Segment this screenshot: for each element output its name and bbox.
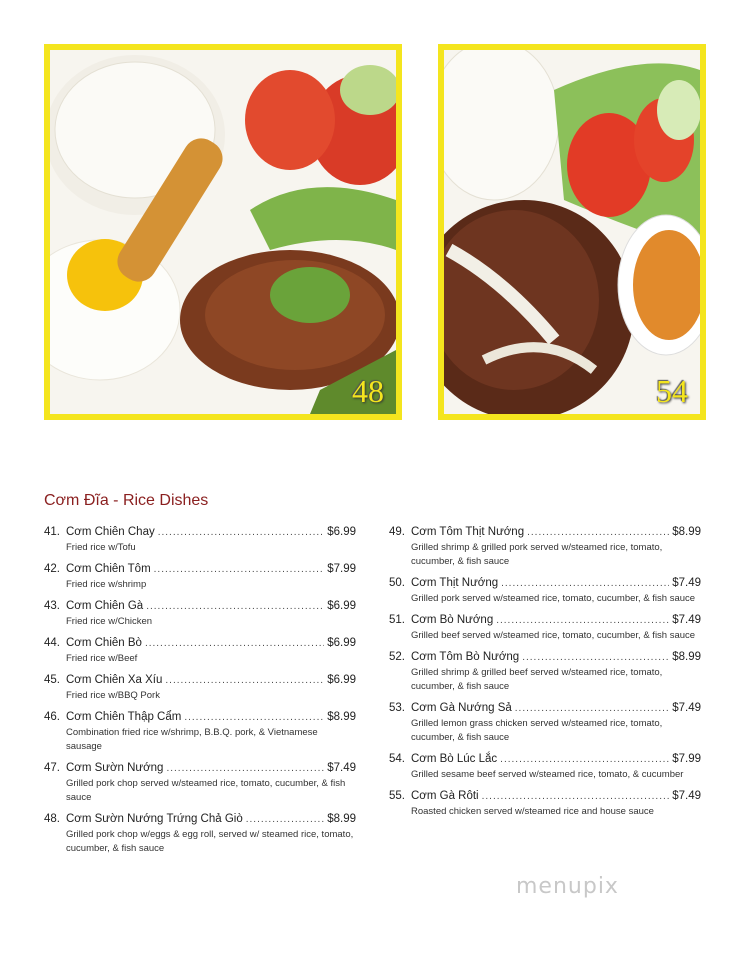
menu-item bbox=[389, 612, 701, 643]
item-description: Grilled shrimp & grilled beef served w/steamed rice, tomato, cucumber, & fish sauce bbox=[411, 667, 663, 692]
item-price: $6.99 bbox=[327, 600, 356, 612]
item-name: Cơm Bò Nướng bbox=[411, 614, 494, 626]
item-name: Cơm Chiên Chay bbox=[66, 526, 155, 538]
menu-item bbox=[44, 524, 356, 555]
item-number: 51. bbox=[389, 614, 405, 626]
item-price: $8.99 bbox=[327, 813, 356, 825]
item-name: Cơm Gà Nướng Sả bbox=[411, 702, 512, 714]
item-price: $6.99 bbox=[327, 637, 356, 649]
item-name: Cơm Sườn Nướng Trứng Chả Giò bbox=[66, 813, 243, 825]
item-description: Fried rice w/BBQ Pork bbox=[66, 690, 160, 701]
dot-leader bbox=[527, 525, 669, 541]
photo-number-54: 54 bbox=[656, 373, 688, 409]
dot-leader bbox=[166, 761, 324, 777]
dot-leader bbox=[496, 613, 669, 629]
item-name: Cơm Chiên Gà bbox=[66, 600, 144, 612]
dot-leader bbox=[501, 576, 669, 592]
item-price: $6.99 bbox=[327, 674, 356, 686]
item-number: 44. bbox=[44, 637, 60, 649]
item-description: Combination fried rice w/shrimp, B.B.Q. pork, & Vietnamese sausage bbox=[66, 727, 318, 752]
item-description: Roasted chicken served w/steamed rice and house sauce bbox=[411, 806, 654, 817]
item-number: 47. bbox=[44, 762, 60, 774]
menu-item bbox=[389, 524, 701, 569]
item-description: Grilled beef served w/steamed rice, tomato, cucumber, & fish sauce bbox=[411, 630, 696, 641]
item-price: $7.99 bbox=[327, 563, 356, 575]
menu-column-left bbox=[44, 524, 356, 862]
photo-number-48: 48 bbox=[352, 373, 384, 409]
dot-leader bbox=[146, 599, 324, 615]
menu-column-right bbox=[389, 524, 701, 825]
item-name: Cơm Chiên Bò bbox=[66, 637, 142, 649]
menu-item bbox=[389, 649, 701, 694]
dot-leader bbox=[154, 562, 325, 578]
item-description: Grilled lemon grass chicken served w/steamed rice, tomato, cucumber, & fish sauce bbox=[411, 718, 663, 743]
item-price: $8.99 bbox=[672, 651, 701, 663]
item-description: Fried rice w/Chicken bbox=[66, 616, 153, 627]
dot-leader bbox=[515, 701, 669, 717]
menu-item bbox=[389, 751, 701, 782]
dish-54-illustration bbox=[444, 50, 700, 414]
dot-leader bbox=[500, 752, 669, 768]
item-number: 54. bbox=[389, 753, 405, 765]
item-number: 46. bbox=[44, 711, 60, 723]
dot-leader bbox=[145, 636, 324, 652]
dot-leader bbox=[158, 525, 325, 541]
item-description: Grilled shrimp & grilled pork served w/steamed rice, tomato, cucumber, & fish sauce bbox=[411, 542, 663, 567]
item-number: 48. bbox=[44, 813, 60, 825]
item-name: Cơm Tôm Thịt Nướng bbox=[411, 526, 525, 538]
dot-leader bbox=[165, 673, 324, 689]
item-price: $7.49 bbox=[672, 577, 701, 589]
item-price: $7.99 bbox=[672, 753, 701, 765]
menu-item bbox=[44, 709, 356, 754]
item-name: Cơm Bò Lúc Lắc bbox=[411, 753, 498, 765]
menu-item bbox=[44, 598, 356, 629]
menu-item bbox=[44, 760, 356, 805]
item-price: $8.99 bbox=[327, 711, 356, 723]
dot-leader bbox=[522, 650, 669, 666]
item-price: $7.49 bbox=[672, 702, 701, 714]
item-number: 49. bbox=[389, 526, 405, 538]
item-name: Cơm Thịt Nướng bbox=[411, 577, 499, 589]
menu-item bbox=[389, 575, 701, 606]
item-name: Cơm Tôm Bò Nướng bbox=[411, 651, 520, 663]
photo-dish-48 bbox=[44, 44, 402, 420]
item-name: Cơm Gà Rôti bbox=[411, 790, 479, 802]
item-description: Fried rice w/Beef bbox=[66, 653, 138, 664]
item-price: $8.99 bbox=[672, 526, 701, 538]
menu-item bbox=[389, 788, 701, 819]
item-price: $7.49 bbox=[327, 762, 356, 774]
item-description: Grilled pork chop served w/steamed rice, tomato, cucumber, & fish sauce bbox=[66, 778, 346, 803]
item-number: 55. bbox=[389, 790, 405, 802]
item-description: Grilled pork chop w/eggs & egg roll, served w/ steamed rice, tomato, cucumber, & fish sauce bbox=[66, 829, 354, 854]
item-price: $6.99 bbox=[327, 526, 356, 538]
menu-item bbox=[44, 811, 356, 856]
item-number: 50. bbox=[389, 577, 405, 589]
item-number: 53. bbox=[389, 702, 405, 714]
item-name: Cơm Chiên Tôm bbox=[66, 563, 151, 575]
item-number: 45. bbox=[44, 674, 60, 686]
dot-leader bbox=[246, 812, 324, 828]
dot-leader bbox=[482, 789, 670, 805]
menu-item bbox=[44, 672, 356, 703]
item-number: 42. bbox=[44, 563, 60, 575]
section-title: Cơm Đĩa - Rice Dishes bbox=[44, 492, 209, 509]
dot-leader bbox=[184, 710, 324, 726]
watermark-logo: menupix bbox=[516, 874, 619, 899]
item-number: 52. bbox=[389, 651, 405, 663]
item-name: Cơm Sườn Nướng bbox=[66, 762, 164, 774]
menu-item bbox=[389, 700, 701, 745]
item-description: Fried rice w/Tofu bbox=[66, 542, 136, 553]
item-number: 41. bbox=[44, 526, 60, 538]
item-name: Cơm Chiên Thập Cẩm bbox=[66, 711, 182, 723]
item-price: $7.49 bbox=[672, 614, 701, 626]
photo-dish-54 bbox=[438, 44, 706, 420]
item-description: Grilled pork served w/steamed rice, tomato, cucumber, & fish sauce bbox=[411, 593, 696, 604]
item-number: 43. bbox=[44, 600, 60, 612]
menu-item bbox=[44, 635, 356, 666]
dish-48-illustration bbox=[50, 50, 396, 414]
item-name: Cơm Chiên Xa Xíu bbox=[66, 674, 163, 686]
menu-item bbox=[44, 561, 356, 592]
item-price: $7.49 bbox=[672, 790, 701, 802]
item-description: Grilled sesame beef served w/steamed rice, tomato, & cucumber bbox=[411, 769, 684, 780]
item-description: Fried rice w/shrimp bbox=[66, 579, 147, 590]
